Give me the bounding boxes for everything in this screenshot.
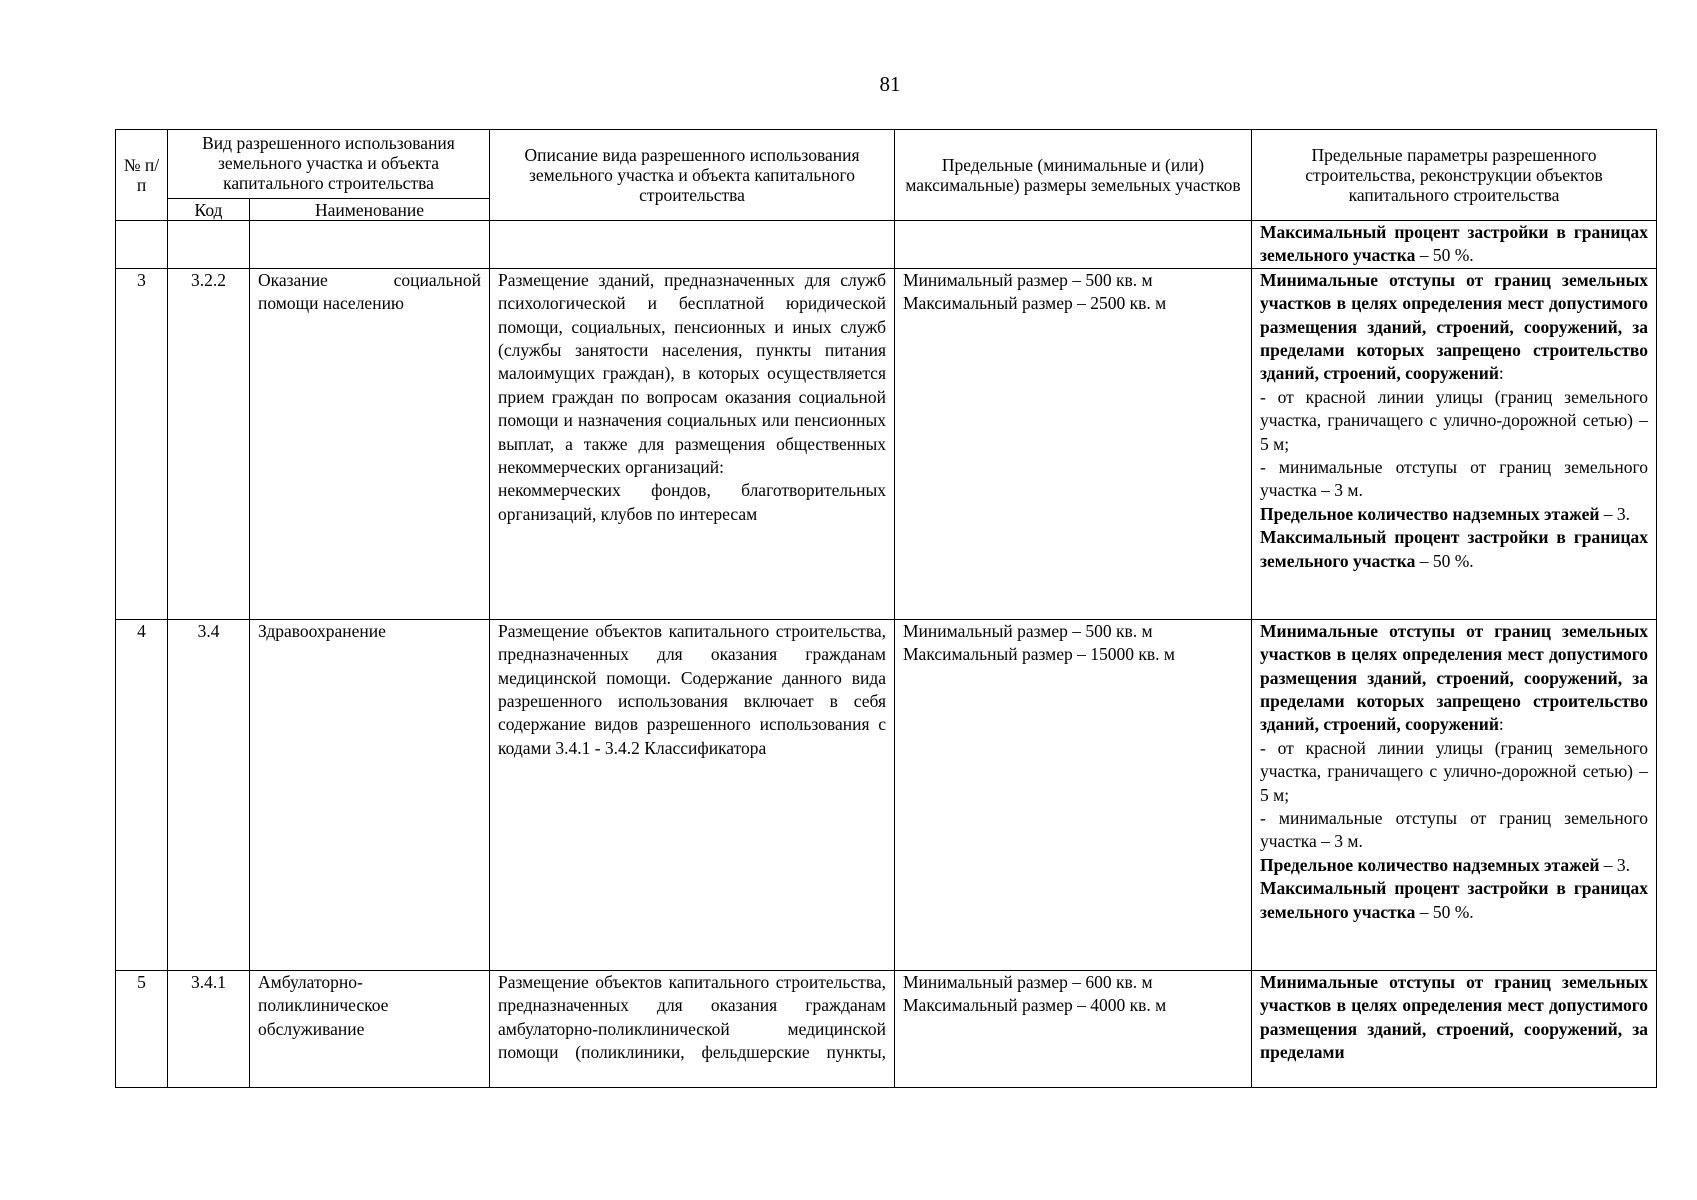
max-percent-value: – 50 %. xyxy=(1415,901,1474,922)
table-row xyxy=(116,970,1657,1087)
cell-params xyxy=(1252,619,1657,970)
cell-description xyxy=(490,619,895,970)
cell-name xyxy=(250,221,490,269)
header-code: Код xyxy=(168,199,250,221)
max-percent-label: Максимальный процент застройки в границах земельного участка xyxy=(1260,222,1648,266)
header-type-group: Вид разрешенного использования земельного участка и объекта капитального строительства xyxy=(168,130,490,199)
header-description: Описание вида разрешенного использования земельного участка и объекта капитального строительства xyxy=(490,130,895,221)
cell-num xyxy=(116,221,168,269)
size-max: Максимальный размер – 2500 кв. м xyxy=(903,293,1167,314)
cell-sizes xyxy=(895,221,1252,269)
floors-label: Предельное количество надземных этажей xyxy=(1260,503,1600,524)
page-number: 81 xyxy=(879,72,901,96)
header-params: Предельные параметры разрешенного строительства, реконструкции объектов капитального строительства xyxy=(1252,130,1657,221)
header-num: № п/п xyxy=(116,130,168,221)
size-max: Максимальный размер – 4000 кв. м xyxy=(903,995,1167,1016)
cell-sizes xyxy=(895,268,1252,619)
floors-value: – 3. xyxy=(1599,503,1631,524)
size-min: Минимальный размер – 600 кв. м xyxy=(903,971,1153,992)
cell-num: 5 xyxy=(116,970,168,1087)
cell-name: Оказание социальной помощи населению xyxy=(250,268,490,619)
max-percent-value: – 50 %. xyxy=(1415,245,1474,266)
cell-num: 4 xyxy=(116,619,168,970)
cell-description xyxy=(490,970,895,1087)
cell-params xyxy=(1252,221,1657,269)
floors-value: – 3. xyxy=(1599,854,1631,875)
cell-sizes xyxy=(895,619,1252,970)
red-line-setback: - от красной линии улицы (границ земельного участка, граничащего с улично-дорожной сетью) – 5 м; xyxy=(1260,386,1648,454)
cell-code: 3.4 xyxy=(168,619,250,970)
header-row xyxy=(116,130,1657,199)
table-row xyxy=(116,268,1657,619)
max-percent-label: Максимальный процент застройки в границах земельного участка xyxy=(1260,527,1648,571)
cell-params xyxy=(1252,268,1657,619)
setback-colon: : xyxy=(1498,714,1504,735)
cell-num: 3 xyxy=(116,268,168,619)
cell-code: 3.2.2 xyxy=(168,268,250,619)
table-row xyxy=(116,619,1657,970)
cell-sizes xyxy=(895,970,1252,1087)
cell-description xyxy=(490,221,895,269)
description-text: Размещение объектов капитального строительства, предназначенных для оказания гражданам амбулаторно-поликлинической медицинской помощи (поликлиники, фельдшерские пункты, xyxy=(498,971,886,1063)
size-max: Максимальный размер – 15000 кв. м xyxy=(903,644,1175,665)
description-text: Размещение объектов капитального строительства, предназначенных для оказания гражданам медицинской помощи. Содержание данного вида разрешенного использования включает в себя содержание видов разрешенного использования с кодами 3.4.1 - 3.4.2 Классификатора xyxy=(498,620,886,758)
size-min: Минимальный размер – 500 кв. м xyxy=(903,620,1153,641)
setback-colon: : xyxy=(1498,363,1504,384)
max-percent-label: Максимальный процент застройки в границах земельного участка xyxy=(1260,878,1648,922)
min-setback: - минимальные отступы от границ земельного участка – 3 м. xyxy=(1260,457,1648,501)
header-name: Наименование xyxy=(250,199,490,221)
cell-name: Амбулаторно-поликлиническое обслуживание xyxy=(250,970,490,1087)
cell-description xyxy=(490,268,895,619)
description-text: Размещение зданий, предназначенных для служб психологической и бесплатной юридической помощи, социальных, пенсионных и иных служб (службы занятости населения, пункты питания малоимущих граждан), в которых осуществляется прием граждан по вопросам оказания социальной помощи и назначения социальных или пенсионных выплат, а также для размещения общественных некоммерческих организаций: xyxy=(498,269,886,478)
setback-label: Минимальные отступы от границ земельных участков в целях определения мест допустимого размещения зданий, строений, сооружений, за пределами которых запрещено строительство зданий, строений, сооружений xyxy=(1260,620,1648,735)
table-row-continuation xyxy=(116,221,1657,269)
cell-name: Здравоохранение xyxy=(250,619,490,970)
max-percent-value: – 50 %. xyxy=(1415,550,1474,571)
header-sizes: Предельные (минимальные и (или) максимальные) размеры земельных участков xyxy=(895,130,1252,221)
cell-params xyxy=(1252,970,1657,1087)
cell-code: 3.4.1 xyxy=(168,970,250,1087)
cell-code xyxy=(168,221,250,269)
description-extra: некоммерческих фондов, благотворительных организаций, клубов по интересам xyxy=(498,480,886,524)
floors-label: Предельное количество надземных этажей xyxy=(1260,854,1600,875)
setback-label: Минимальные отступы от границ земельных участков в целях определения мест допустимого размещения зданий, строений, сооружений, за пределами которых запрещено строительство зданий, строений, сооружений xyxy=(1260,269,1648,384)
land-use-table xyxy=(115,129,1657,1088)
size-min: Минимальный размер – 500 кв. м xyxy=(903,269,1153,290)
red-line-setback: - от красной линии улицы (границ земельного участка, граничащего с улично-дорожной сетью) – 5 м; xyxy=(1260,737,1648,805)
min-setback: - минимальные отступы от границ земельного участка – 3 м. xyxy=(1260,808,1648,852)
setback-label: Минимальные отступы от границ земельных участков в целях определения мест допустимого размещения зданий, строений, сооружений, за пределами xyxy=(1260,971,1648,1063)
